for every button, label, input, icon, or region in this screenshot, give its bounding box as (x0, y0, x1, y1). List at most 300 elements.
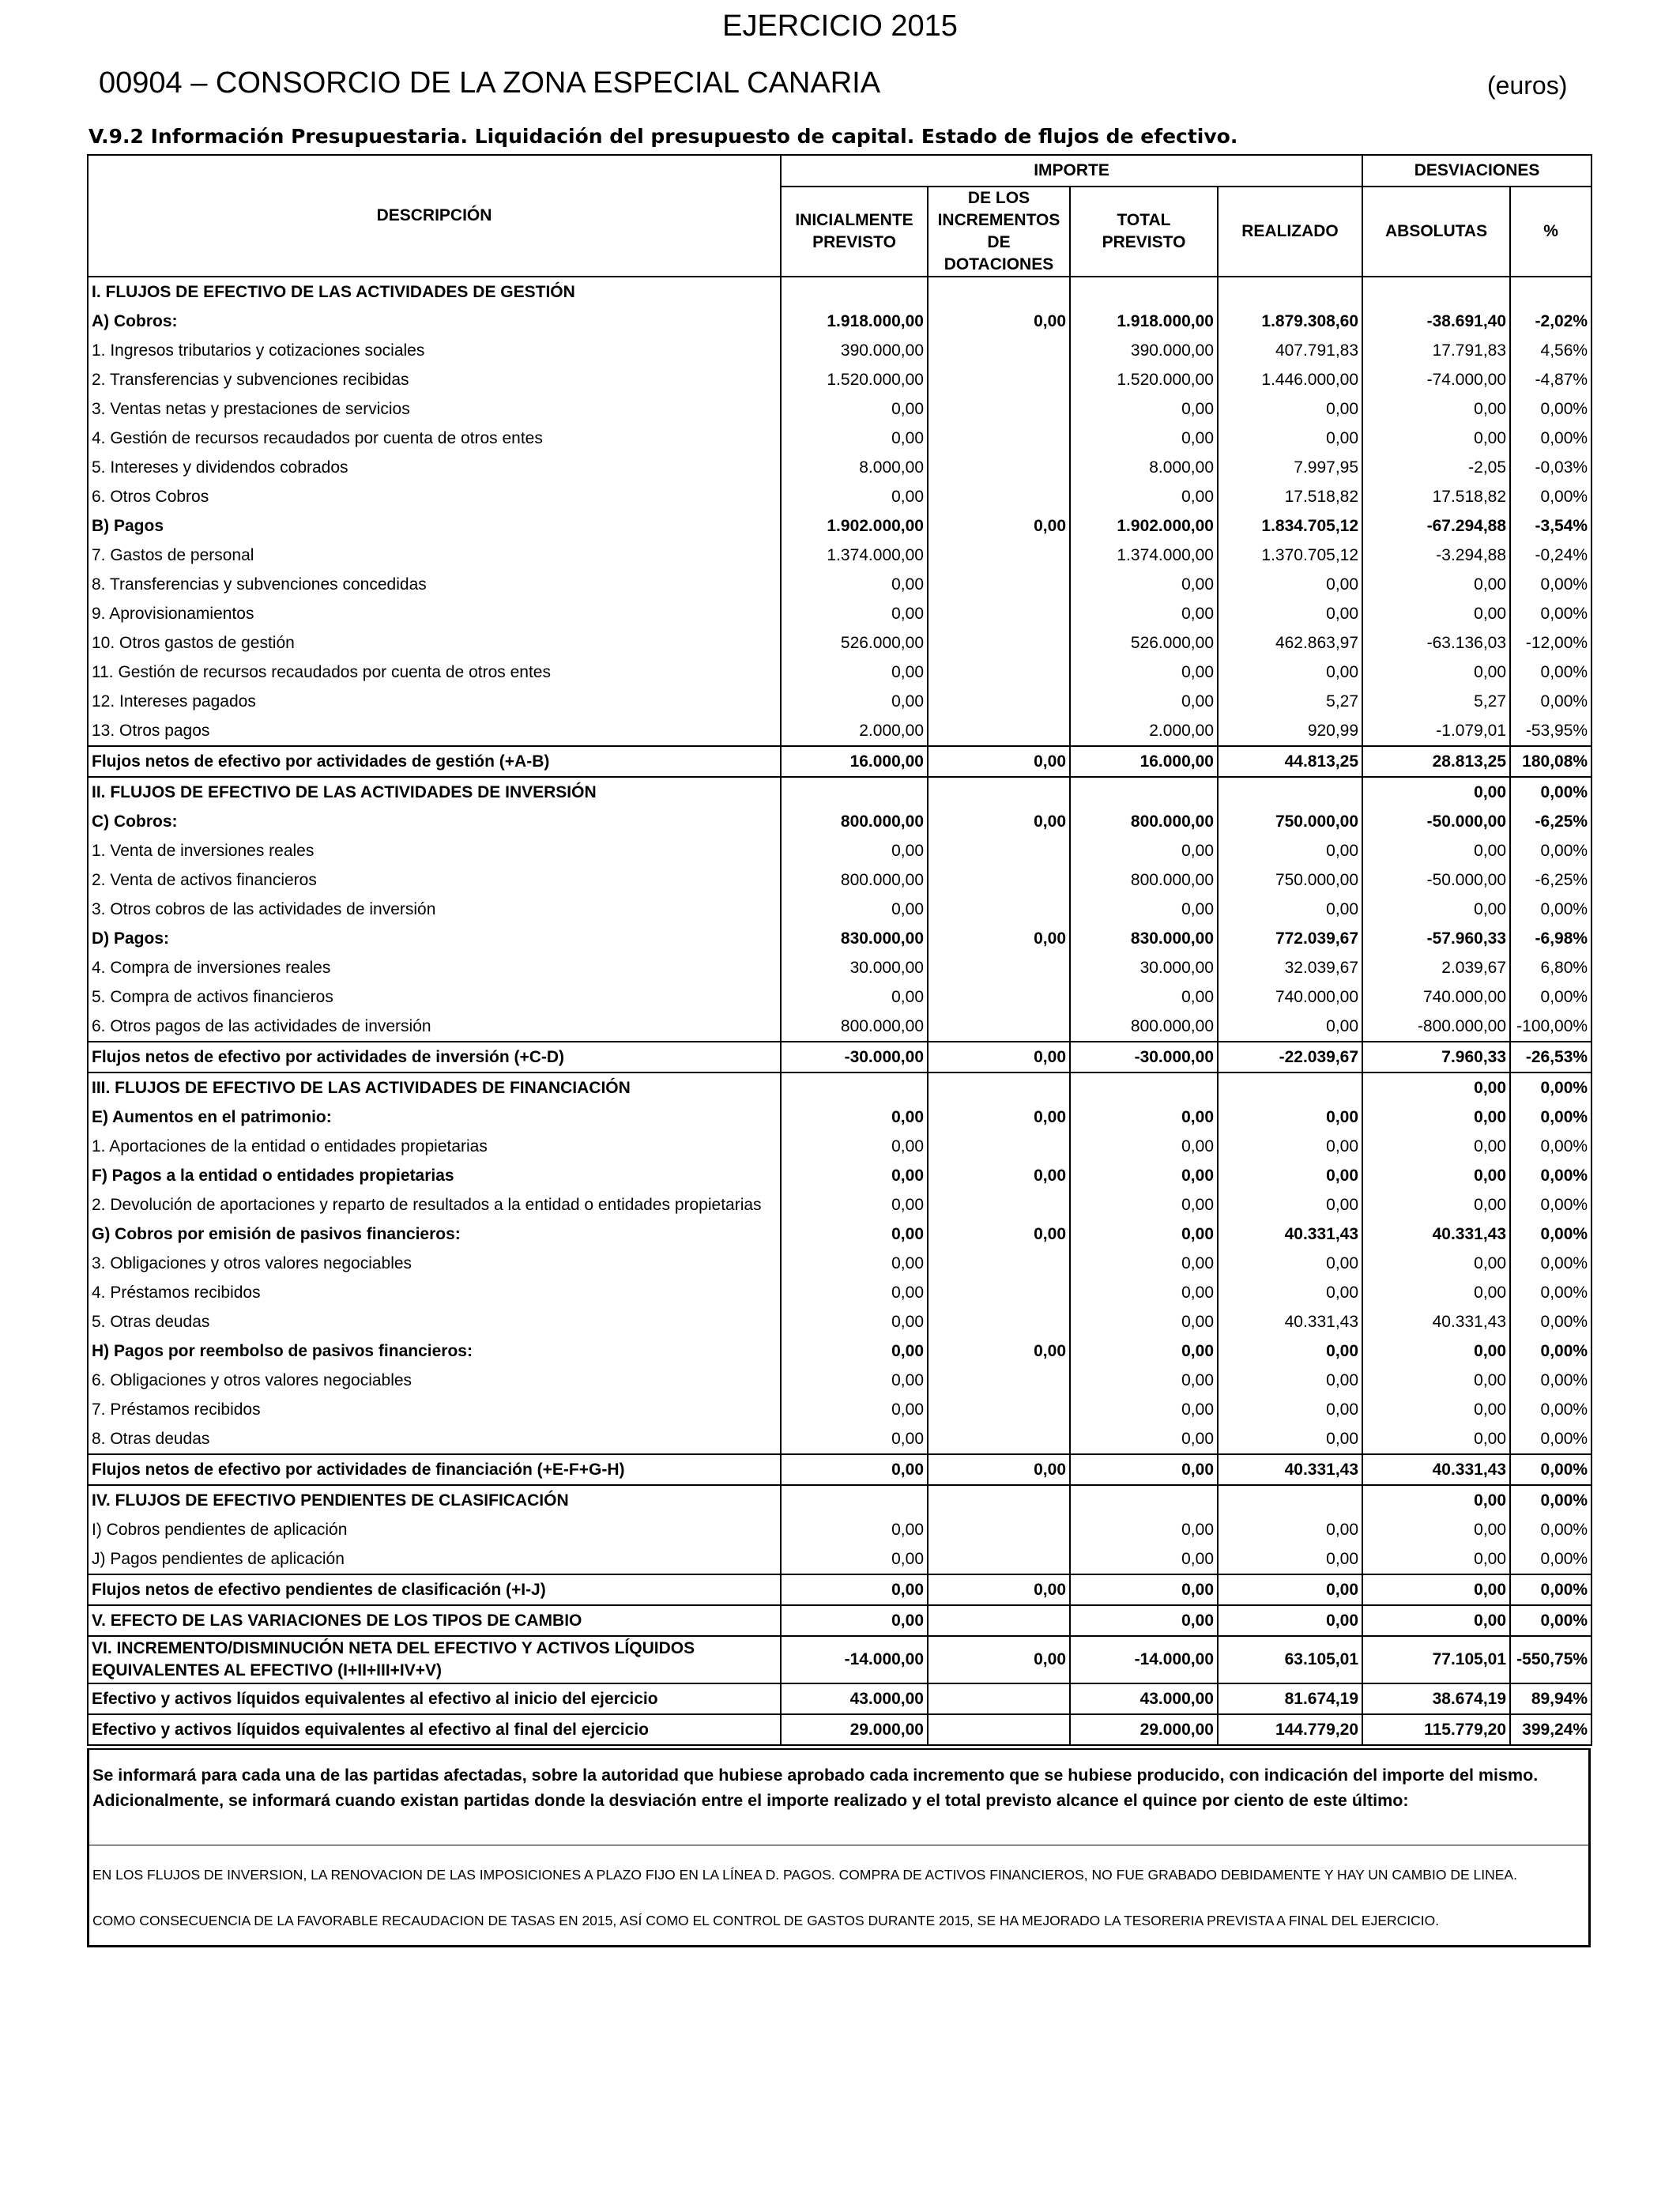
cell-b (928, 1190, 1070, 1220)
cell-g: 0,00% (1510, 1574, 1591, 1605)
row-description: 1. Ingresos tributarios y cotizaciones sociales (88, 336, 781, 365)
cell-b (928, 1485, 1070, 1515)
cell-c: 0,00 (1070, 1454, 1218, 1485)
row-description: D) Pagos: (88, 924, 781, 953)
table-row (88, 1574, 1591, 1605)
cell-a: 0,00 (781, 482, 928, 511)
table-row (88, 1190, 1591, 1220)
cell-b (928, 541, 1070, 570)
table-row (88, 1605, 1591, 1636)
cell-e (1218, 1072, 1362, 1103)
cell-f: -50.000,00 (1362, 807, 1510, 836)
cell-b (928, 1278, 1070, 1307)
cell-e: 0,00 (1218, 1395, 1362, 1424)
cell-f: 17.791,83 (1362, 336, 1510, 365)
cell-f: 0,00 (1362, 1395, 1510, 1424)
table-row (88, 307, 1591, 336)
cell-e: 0,00 (1218, 836, 1362, 865)
cell-f: 0,00 (1362, 1605, 1510, 1636)
cell-c (1070, 1072, 1218, 1103)
cell-f: 0,00 (1362, 777, 1510, 807)
cell-f: 0,00 (1362, 1249, 1510, 1278)
cell-e: 740.000,00 (1218, 982, 1362, 1012)
table-row (88, 1336, 1591, 1366)
cell-f: 28.813,25 (1362, 746, 1510, 777)
table-row (88, 277, 1591, 307)
table-row (88, 424, 1591, 453)
cell-e: 0,00 (1218, 1605, 1362, 1636)
cell-g: 0,00% (1510, 687, 1591, 716)
cell-f: 0,00 (1362, 599, 1510, 628)
cell-g: 0,00% (1510, 1307, 1591, 1336)
cell-e: 0,00 (1218, 424, 1362, 453)
cell-g: -2,02% (1510, 307, 1591, 336)
row-description: I) Cobros pendientes de aplicación (88, 1515, 781, 1544)
table-row (88, 1278, 1591, 1307)
cell-e: 1.834.705,12 (1218, 511, 1362, 541)
cell-c: 0,00 (1070, 1132, 1218, 1161)
observation-1: EN LOS FLUJOS DE INVERSION, LA RENOVACION DE LAS IMPOSICIONES A PLAZO FIJO EN LA LÍNEA D. PAGOS. COMPRA DE ACTIVOS FINANCIEROS, NO FUE GRABADO DEBIDAMENTE Y HAY UN CAMBIO DE LINEA. (92, 1867, 1517, 1883)
table-row (88, 511, 1591, 541)
cell-g: 6,80% (1510, 953, 1591, 982)
cell-c (1070, 777, 1218, 807)
cell-c: 0,00 (1070, 836, 1218, 865)
cell-c: -14.000,00 (1070, 1636, 1218, 1683)
cell-a: 0,00 (781, 394, 928, 424)
cell-g: 0,00% (1510, 1220, 1591, 1249)
cell-b (928, 658, 1070, 687)
cell-a: 0,00 (781, 895, 928, 924)
row-description: B) Pagos (88, 511, 781, 541)
cell-c (1070, 1485, 1218, 1515)
cell-e: 920,99 (1218, 716, 1362, 746)
cell-f: 0,00 (1362, 895, 1510, 924)
cell-c: 0,00 (1070, 1395, 1218, 1424)
cell-g: 0,00% (1510, 1072, 1591, 1103)
cell-b (928, 277, 1070, 307)
entity-title: 00904 – CONSORCIO DE LA ZONA ESPECIAL CANARIA (99, 66, 881, 100)
cell-c: 1.520.000,00 (1070, 365, 1218, 394)
cell-e: 772.039,67 (1218, 924, 1362, 953)
cell-b (928, 982, 1070, 1012)
cell-b (928, 599, 1070, 628)
table-row (88, 1683, 1591, 1714)
table-row (88, 570, 1591, 599)
cell-a (781, 277, 928, 307)
cell-c: 2.000,00 (1070, 716, 1218, 746)
cell-a: 0,00 (781, 1574, 928, 1605)
table-row (88, 1132, 1591, 1161)
cell-f: 38.674,19 (1362, 1683, 1510, 1714)
table-row (88, 716, 1591, 746)
row-description: 1. Venta de inversiones reales (88, 836, 781, 865)
table-row (88, 953, 1591, 982)
cash-flow-table (87, 154, 1592, 1746)
cell-a (781, 1072, 928, 1103)
cell-b: 0,00 (928, 924, 1070, 953)
row-description: 3. Ventas netas y prestaciones de servicios (88, 394, 781, 424)
cell-f: 17.518,82 (1362, 482, 1510, 511)
cell-a: 1.520.000,00 (781, 365, 928, 394)
table-row (88, 1515, 1591, 1544)
observation-2: COMO CONSECUENCIA DE LA FAVORABLE RECAUDACION DE TASAS EN 2015, ASÍ COMO EL CONTROL DE GASTOS DURANTE 2015, SE HA MEJORADO LA TESORERIA PREVISTA A FINAL DEL EJERCICIO. (92, 1913, 1440, 1928)
cell-b: 0,00 (928, 307, 1070, 336)
cell-e: 462.863,97 (1218, 628, 1362, 658)
cell-e: 32.039,67 (1218, 953, 1362, 982)
cell-a: 1.374.000,00 (781, 541, 928, 570)
cell-c: 0,00 (1070, 1366, 1218, 1395)
cell-b (928, 1424, 1070, 1454)
cell-g: 0,00% (1510, 982, 1591, 1012)
cell-g: 0,00% (1510, 394, 1591, 424)
cell-b (928, 1714, 1070, 1745)
cell-a: 2.000,00 (781, 716, 928, 746)
cell-b (928, 836, 1070, 865)
cell-c: 0,00 (1070, 394, 1218, 424)
cell-c: 0,00 (1070, 982, 1218, 1012)
table-row (88, 453, 1591, 482)
row-description: F) Pagos a la entidad o entidades propietarias (88, 1161, 781, 1190)
cell-e: 40.331,43 (1218, 1454, 1362, 1485)
cell-e: 0,00 (1218, 1424, 1362, 1454)
cell-g: -6,25% (1510, 865, 1591, 895)
cell-g: -6,98% (1510, 924, 1591, 953)
row-description: 5. Intereses y dividendos cobrados (88, 453, 781, 482)
cell-e: 0,00 (1218, 1515, 1362, 1544)
cell-c: 29.000,00 (1070, 1714, 1218, 1745)
cell-c: 0,00 (1070, 570, 1218, 599)
cell-e: 1.446.000,00 (1218, 365, 1362, 394)
cell-f: -1.079,01 (1362, 716, 1510, 746)
row-description: 5. Otras deudas (88, 1307, 781, 1336)
table-row (88, 628, 1591, 658)
cell-c: 526.000,00 (1070, 628, 1218, 658)
row-description: 2. Venta de activos financieros (88, 865, 781, 895)
cell-a: -30.000,00 (781, 1042, 928, 1072)
cell-g: 0,00% (1510, 1190, 1591, 1220)
row-description: I. FLUJOS DE EFECTIVO DE LAS ACTIVIDADES DE GESTIÓN (88, 277, 781, 307)
cell-c: 8.000,00 (1070, 453, 1218, 482)
cell-g: 0,00% (1510, 424, 1591, 453)
cell-c: 0,00 (1070, 1336, 1218, 1366)
cell-a: 0,00 (781, 1249, 928, 1278)
cell-b (928, 716, 1070, 746)
cell-a: 0,00 (781, 1220, 928, 1249)
row-description: C) Cobros: (88, 807, 781, 836)
cell-f: 0,00 (1362, 1336, 1510, 1366)
cell-a: 0,00 (781, 1278, 928, 1307)
cell-b: 0,00 (928, 1103, 1070, 1132)
cell-b (928, 482, 1070, 511)
table-row (88, 541, 1591, 570)
cell-g: 0,00% (1510, 895, 1591, 924)
cell-a: 800.000,00 (781, 807, 928, 836)
row-description: 3. Obligaciones y otros valores negociables (88, 1249, 781, 1278)
section-title: V.9.2 Información Presupuestaria. Liquidación del presupuesto de capital. Estado de flujos de efectivo. (89, 125, 1238, 148)
cell-e: 750.000,00 (1218, 865, 1362, 895)
row-description: Flujos netos de efectivo por actividades de gestión (+A-B) (88, 746, 781, 777)
cell-b (928, 953, 1070, 982)
cell-c: 390.000,00 (1070, 336, 1218, 365)
row-description: Flujos netos de efectivo por actividades de financiación (+E-F+G-H) (88, 1454, 781, 1485)
cell-b: 0,00 (928, 1220, 1070, 1249)
cell-b: 0,00 (928, 1161, 1070, 1190)
cell-f: -2,05 (1362, 453, 1510, 482)
row-description: 4. Préstamos recibidos (88, 1278, 781, 1307)
cell-c: -30.000,00 (1070, 1042, 1218, 1072)
cell-b (928, 1307, 1070, 1336)
row-description: 4. Gestión de recursos recaudados por cuenta de otros entes (88, 424, 781, 453)
cell-e: 407.791,83 (1218, 336, 1362, 365)
cell-f (1362, 277, 1510, 307)
cell-g: 0,00% (1510, 599, 1591, 628)
col-header-incrementos: DE LOS INCREMENTOS DE DOTACIONES (928, 187, 1070, 277)
cell-b (928, 1249, 1070, 1278)
cell-e: 0,00 (1218, 1336, 1362, 1366)
cell-g: 0,00% (1510, 1605, 1591, 1636)
col-header-pct: % (1510, 187, 1591, 277)
cell-e: 5,27 (1218, 687, 1362, 716)
table-row (88, 658, 1591, 687)
table-row (88, 1424, 1591, 1454)
row-description: 7. Gastos de personal (88, 541, 781, 570)
cell-f: 0,00 (1362, 1190, 1510, 1220)
cell-b (928, 1395, 1070, 1424)
cell-c: 0,00 (1070, 1161, 1218, 1190)
cell-f: 115.779,20 (1362, 1714, 1510, 1745)
cell-f: 0,00 (1362, 424, 1510, 453)
cell-f: 0,00 (1362, 1515, 1510, 1544)
cell-f: 0,00 (1362, 836, 1510, 865)
cell-g: 0,00% (1510, 1366, 1591, 1395)
cell-a: -14.000,00 (781, 1636, 928, 1683)
cell-e: 40.331,43 (1218, 1307, 1362, 1336)
cell-e: -22.039,67 (1218, 1042, 1362, 1072)
cell-b: 0,00 (928, 1454, 1070, 1485)
cell-b (928, 1605, 1070, 1636)
cell-g: 0,00% (1510, 658, 1591, 687)
cell-e: 0,00 (1218, 895, 1362, 924)
cell-b (928, 895, 1070, 924)
cell-b (928, 1072, 1070, 1103)
cell-a: 16.000,00 (781, 746, 928, 777)
cell-a: 526.000,00 (781, 628, 928, 658)
cell-c: 0,00 (1070, 1424, 1218, 1454)
cell-e: 0,00 (1218, 1544, 1362, 1574)
cell-f: -67.294,88 (1362, 511, 1510, 541)
cell-g: -0,03% (1510, 453, 1591, 482)
cell-f: 740.000,00 (1362, 982, 1510, 1012)
cell-g: 0,00% (1510, 1454, 1591, 1485)
cell-e: 0,00 (1218, 570, 1362, 599)
cell-g: 89,94% (1510, 1683, 1591, 1714)
cell-g: -3,54% (1510, 511, 1591, 541)
cell-b: 0,00 (928, 511, 1070, 541)
cell-e: 0,00 (1218, 1012, 1362, 1042)
row-description: G) Cobros por emisión de pasivos financieros: (88, 1220, 781, 1249)
cell-g: -4,87% (1510, 365, 1591, 394)
cell-a: 0,00 (781, 1605, 928, 1636)
col-header-desviaciones: DESVIACIONES (1362, 155, 1591, 187)
cell-f: 5,27 (1362, 687, 1510, 716)
cell-c: 43.000,00 (1070, 1683, 1218, 1714)
cell-f: 40.331,43 (1362, 1220, 1510, 1249)
currency-label: (euros) (1487, 71, 1568, 100)
cell-b: 0,00 (928, 1042, 1070, 1072)
cell-c: 0,00 (1070, 1190, 1218, 1220)
cell-a: 0,00 (781, 1544, 928, 1574)
row-description: VI. INCREMENTO/DISMINUCIÓN NETA DEL EFECTIVO Y ACTIVOS LÍQUIDOS EQUIVALENTES AL EFECTIVO (I+II+III+IV+V) (88, 1636, 781, 1683)
col-header-absolutas: ABSOLUTAS (1362, 187, 1510, 277)
table-row (88, 1307, 1591, 1336)
cell-a: 800.000,00 (781, 865, 928, 895)
cell-c: 1.374.000,00 (1070, 541, 1218, 570)
cell-g: 0,00% (1510, 1515, 1591, 1544)
cell-e: 81.674,19 (1218, 1683, 1362, 1714)
cell-f: 0,00 (1362, 1544, 1510, 1574)
row-description: 8. Transferencias y subvenciones concedidas (88, 570, 781, 599)
cell-b (928, 394, 1070, 424)
notes-box (87, 1748, 1591, 1947)
cell-b (928, 424, 1070, 453)
table-row (88, 482, 1591, 511)
cell-e: 0,00 (1218, 1278, 1362, 1307)
cell-e: 0,00 (1218, 658, 1362, 687)
cell-a: 30.000,00 (781, 953, 928, 982)
cell-g: 0,00% (1510, 1544, 1591, 1574)
cell-c: 0,00 (1070, 1249, 1218, 1278)
col-header-inicial: INICIALMENTE PREVISTO (781, 187, 928, 277)
cell-b (928, 336, 1070, 365)
row-description: V. EFECTO DE LAS VARIACIONES DE LOS TIPOS DE CAMBIO (88, 1605, 781, 1636)
table-row (88, 1249, 1591, 1278)
cell-f: 0,00 (1362, 1574, 1510, 1605)
cell-c: 0,00 (1070, 1544, 1218, 1574)
table-row (88, 1072, 1591, 1103)
page-title: EJERCICIO 2015 (722, 9, 958, 43)
cell-a: 0,00 (781, 1424, 928, 1454)
cell-a: 0,00 (781, 1515, 928, 1544)
cell-f: -57.960,33 (1362, 924, 1510, 953)
cell-g: 180,08% (1510, 746, 1591, 777)
cell-f: -63.136,03 (1362, 628, 1510, 658)
cell-b (928, 777, 1070, 807)
cell-c: 1.918.000,00 (1070, 307, 1218, 336)
row-description: H) Pagos por reembolso de pasivos financieros: (88, 1336, 781, 1366)
cell-c: 0,00 (1070, 895, 1218, 924)
cell-f: 0,00 (1362, 1485, 1510, 1515)
row-description: 13. Otros pagos (88, 716, 781, 746)
cell-c: 800.000,00 (1070, 1012, 1218, 1042)
cell-g: -53,95% (1510, 716, 1591, 746)
row-description: Flujos netos de efectivo por actividades de inversión (+C-D) (88, 1042, 781, 1072)
cell-c: 0,00 (1070, 1307, 1218, 1336)
table-row (88, 746, 1591, 777)
table-row (88, 924, 1591, 953)
cell-f: 0,00 (1362, 1103, 1510, 1132)
cell-a: 29.000,00 (781, 1714, 928, 1745)
cell-f: 7.960,33 (1362, 1042, 1510, 1072)
cell-g: -100,00% (1510, 1012, 1591, 1042)
cell-c (1070, 277, 1218, 307)
cell-e: 44.813,25 (1218, 746, 1362, 777)
cell-e (1218, 277, 1362, 307)
row-description: 10. Otros gastos de gestión (88, 628, 781, 658)
cell-g: 0,00% (1510, 1103, 1591, 1132)
cell-g: 0,00% (1510, 836, 1591, 865)
cell-a: 0,00 (781, 1103, 928, 1132)
cell-f: 0,00 (1362, 1132, 1510, 1161)
row-description: 12. Intereses pagados (88, 687, 781, 716)
cell-g: 0,00% (1510, 1249, 1591, 1278)
table-row (88, 1220, 1591, 1249)
table-row (88, 1103, 1591, 1132)
cell-a: 830.000,00 (781, 924, 928, 953)
cell-c: 0,00 (1070, 658, 1218, 687)
col-header-total: TOTAL PREVISTO (1070, 187, 1218, 277)
cell-f: 0,00 (1362, 1366, 1510, 1395)
cell-f: 0,00 (1362, 570, 1510, 599)
cell-a: 0,00 (781, 1190, 928, 1220)
cell-g: 0,00% (1510, 570, 1591, 599)
cell-e: 0,00 (1218, 1366, 1362, 1395)
table-row (88, 1366, 1591, 1395)
cell-g: 0,00% (1510, 1424, 1591, 1454)
cell-g: -12,00% (1510, 628, 1591, 658)
cell-f: 0,00 (1362, 1161, 1510, 1190)
cell-c: 1.902.000,00 (1070, 511, 1218, 541)
cell-e: 17.518,82 (1218, 482, 1362, 511)
cell-b: 0,00 (928, 807, 1070, 836)
cell-a: 0,00 (781, 982, 928, 1012)
cell-a: 0,00 (781, 599, 928, 628)
cell-g: 0,00% (1510, 1278, 1591, 1307)
cell-g: -26,53% (1510, 1042, 1591, 1072)
table-row (88, 365, 1591, 394)
cell-g: -550,75% (1510, 1636, 1591, 1683)
table-row (88, 982, 1591, 1012)
cell-a: 0,00 (781, 1161, 928, 1190)
cell-a (781, 1485, 928, 1515)
table-row (88, 1042, 1591, 1072)
cell-f: 0,00 (1362, 394, 1510, 424)
cell-f: -74.000,00 (1362, 365, 1510, 394)
cell-f: 0,00 (1362, 658, 1510, 687)
row-description: 5. Compra de activos financieros (88, 982, 781, 1012)
cell-e: 0,00 (1218, 394, 1362, 424)
table-row (88, 1395, 1591, 1424)
cell-e: 63.105,01 (1218, 1636, 1362, 1683)
cell-b (928, 687, 1070, 716)
row-description: 2. Devolución de aportaciones y reparto de resultados a la entidad o entidades propietarias (88, 1190, 781, 1220)
table-row (88, 836, 1591, 865)
cell-b (928, 1012, 1070, 1042)
row-description: A) Cobros: (88, 307, 781, 336)
row-description: J) Pagos pendientes de aplicación (88, 1544, 781, 1574)
row-description: 6. Otros Cobros (88, 482, 781, 511)
cell-e (1218, 777, 1362, 807)
cell-b: 0,00 (928, 1336, 1070, 1366)
notes-intro: Se informará para cada una de las partidas afectadas, sobre la autoridad que hubiese aprobado cada incremento que se hubiese producido, con indicación del importe del mismo. Adicionalmente, se informará cuando existan partidas donde la desviación entre el importe realizado y el total previsto alcance el quince por ciento de este último: (92, 1766, 1539, 1810)
row-description: 3. Otros cobros de las actividades de inversión (88, 895, 781, 924)
cell-e (1218, 1485, 1362, 1515)
table-row (88, 1485, 1591, 1515)
col-header-importe: IMPORTE (781, 155, 1362, 187)
table-row (88, 807, 1591, 836)
row-description: 1. Aportaciones de la entidad o entidades propietarias (88, 1132, 781, 1161)
cell-c: 830.000,00 (1070, 924, 1218, 953)
table-row (88, 865, 1591, 895)
